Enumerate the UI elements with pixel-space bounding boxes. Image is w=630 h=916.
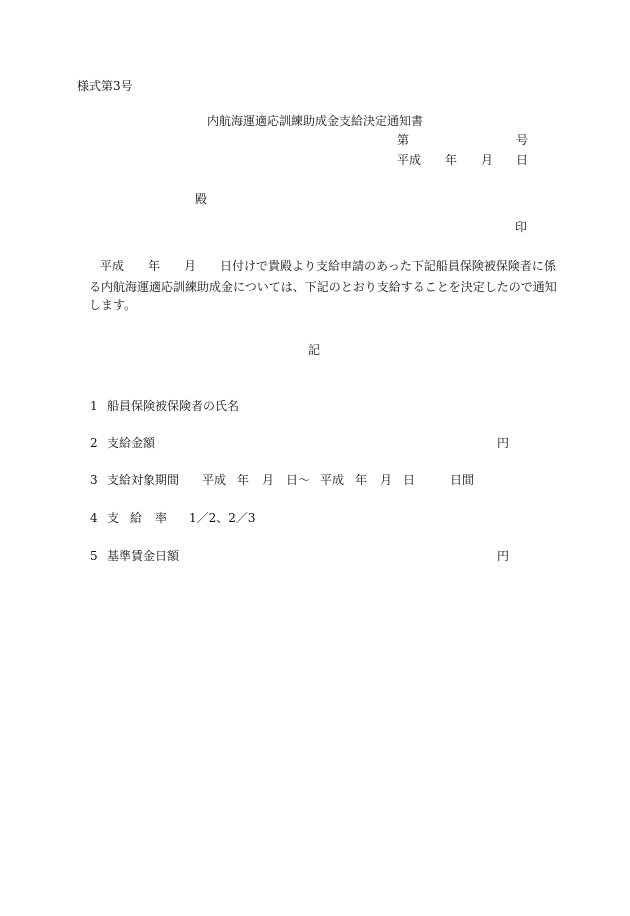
item-5-label: 基準賃金日額	[107, 549, 180, 563]
date-month: 月	[481, 153, 494, 167]
form-number: 様式第3号	[77, 79, 133, 93]
item-4-label-char: 給	[130, 511, 143, 525]
date-era: 平成	[397, 153, 422, 167]
item-4-value: 1／2、2／3	[189, 511, 256, 525]
date-year: 年	[445, 153, 458, 167]
date-day: 日	[516, 153, 529, 167]
item-4-label-char: 支	[107, 511, 120, 525]
doc-no-suffix: 号	[516, 133, 529, 147]
item-3-from-day: 日～	[286, 473, 311, 487]
addressee-suffix: 殿	[195, 192, 208, 206]
item-4-number: 4	[90, 511, 98, 525]
body-line-1: 平成 年 月 日付けで貴殿より支給申請のあった下記船員保険被保険者に係	[100, 259, 556, 273]
item-3-label: 支給対象期間	[107, 473, 180, 487]
item-5-number: 5	[90, 549, 98, 563]
item-3-from-month: 月	[262, 473, 275, 487]
item-3-to-month: 月	[380, 473, 393, 487]
item-2-number: 2	[90, 436, 98, 450]
item-5-unit: 円	[497, 549, 510, 563]
item-3-to-day: 日	[403, 473, 416, 487]
item-2-label: 支給金額	[107, 436, 156, 450]
item-3-from-year: 年	[237, 473, 250, 487]
item-3-from-era: 平成	[202, 473, 227, 487]
item-2-unit: 円	[497, 436, 510, 450]
item-1-label: 船員保険被保険者の氏名	[107, 399, 240, 413]
doc-no-prefix: 第	[397, 133, 410, 147]
item-4-label-char: 率	[155, 511, 168, 525]
seal-mark: 印	[515, 220, 528, 234]
body-line-2: る内航海運適応訓練助成金については、下記のとおり支給することを決定したので通知	[89, 280, 557, 294]
body-line-3: します。	[89, 298, 137, 312]
item-1-number: 1	[90, 399, 98, 413]
item-3-number: 3	[90, 473, 98, 487]
document-title: 内航海運適応訓練助成金支給決定通知書	[207, 114, 424, 128]
item-3-to-era: 平成	[320, 473, 345, 487]
item-3-unit: 日間	[450, 473, 475, 487]
ki-heading: 記	[308, 343, 321, 357]
item-3-to-year: 年	[355, 473, 368, 487]
